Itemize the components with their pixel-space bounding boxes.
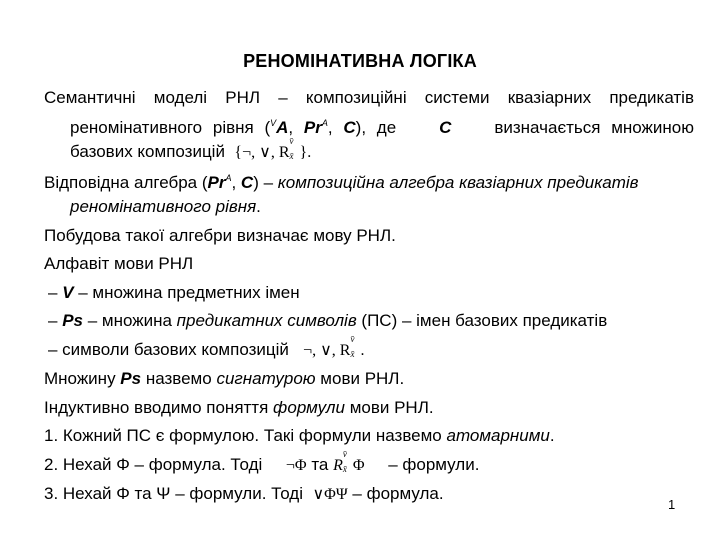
symbol-Pr: Pr (303, 117, 322, 137)
symbol-C: C (439, 117, 452, 137)
formula-negation: ¬Φ (285, 456, 307, 474)
term-atomic: атомарними (446, 426, 550, 445)
term-formula: формули (273, 397, 345, 417)
formula-compositions: {¬, ∨, R v̄ x̄ }. (234, 136, 312, 161)
paragraph-formula-definition: Індуктивно вводимо поняття формули мови РНЛ. (44, 397, 434, 417)
paragraph-signature: Множину Ps назвемо сигнатурою мови РНЛ. (44, 369, 405, 388)
symbol-V: V (62, 282, 74, 302)
symbol-C: C (240, 172, 254, 192)
renomination-top-index: v̄ (289, 136, 294, 146)
paragraph-alphabet: Алфавіт мови РНЛ (44, 254, 194, 273)
symbol-Ps: Ps (62, 311, 83, 330)
list-item-predicate-symbols: – Ps – множина предикатних символів (ПС) – імен базових предикатів (48, 311, 608, 330)
paragraph-algebra: Відповідна алгебра ($Pr^A$, C) – композиційна алгебра квазіарних предикатів (44, 172, 639, 192)
formula-composition-symbols: ¬, ∨, R v̄ x̄ . (303, 333, 365, 359)
slide-title: РЕНОМІНАТИВНА ЛОГІКА (243, 51, 477, 71)
paragraph-semantic-models-line2 (44, 111, 694, 141)
algebra-name: композиційна алгебра квазіарних предикатів (277, 172, 639, 192)
text-base-compositions: базових композицій (70, 142, 225, 161)
comma: , (327, 117, 333, 137)
renomination-bottom-index: x̄ (289, 151, 294, 161)
text-de: ), де (355, 117, 397, 137)
text-level: реномінативного рівня ( (70, 117, 271, 137)
paragraph-semantic-models-line1: Семантичні моделі РНЛ – композиційні системи квазіарних предикатів (44, 88, 694, 107)
paragraph-semantic-models-line3 (44, 136, 694, 166)
rule-1: 1. Кожний ПС є формулою. Такі формули назвемо атомарними. (44, 426, 555, 445)
rule-2: 2. Нехай Φ – формула. Тоді ¬Φ та R v̄ x̄ Φ – формули. (44, 448, 480, 474)
paragraph-algebra-line2: реномінативного рівня. (70, 197, 261, 216)
symbol-C: C (343, 117, 356, 137)
symbol-Ps: Ps (120, 369, 142, 388)
symbol-R: R (333, 456, 343, 474)
formula-disjunction: ∨ΦΨ (312, 486, 348, 503)
rule-3: 3. Нехай Φ та Ψ – формули. Тоді ∨ΦΨ – формула. (44, 484, 444, 503)
list-item-composition-symbols: – символи базових композицій ¬, ∨, R v̄ x̄ . (48, 333, 365, 359)
term-signature: сигнатурою (216, 369, 316, 388)
symbol-A: A (276, 117, 289, 137)
symbol-Pr: Pr (207, 172, 226, 192)
superscript-A: A (321, 117, 328, 128)
slide-body (44, 86, 694, 508)
comma: , (288, 117, 294, 137)
page-number: 1 (668, 497, 676, 512)
superscript-v: V (270, 117, 277, 128)
text-defined: визначається множиною (494, 117, 695, 137)
superscript-A: A (225, 172, 232, 183)
paragraph-language: Побудова такої алгебри визначає мову РНЛ. (44, 225, 396, 245)
list-item-names: – V – множина предметних імен (48, 282, 300, 302)
